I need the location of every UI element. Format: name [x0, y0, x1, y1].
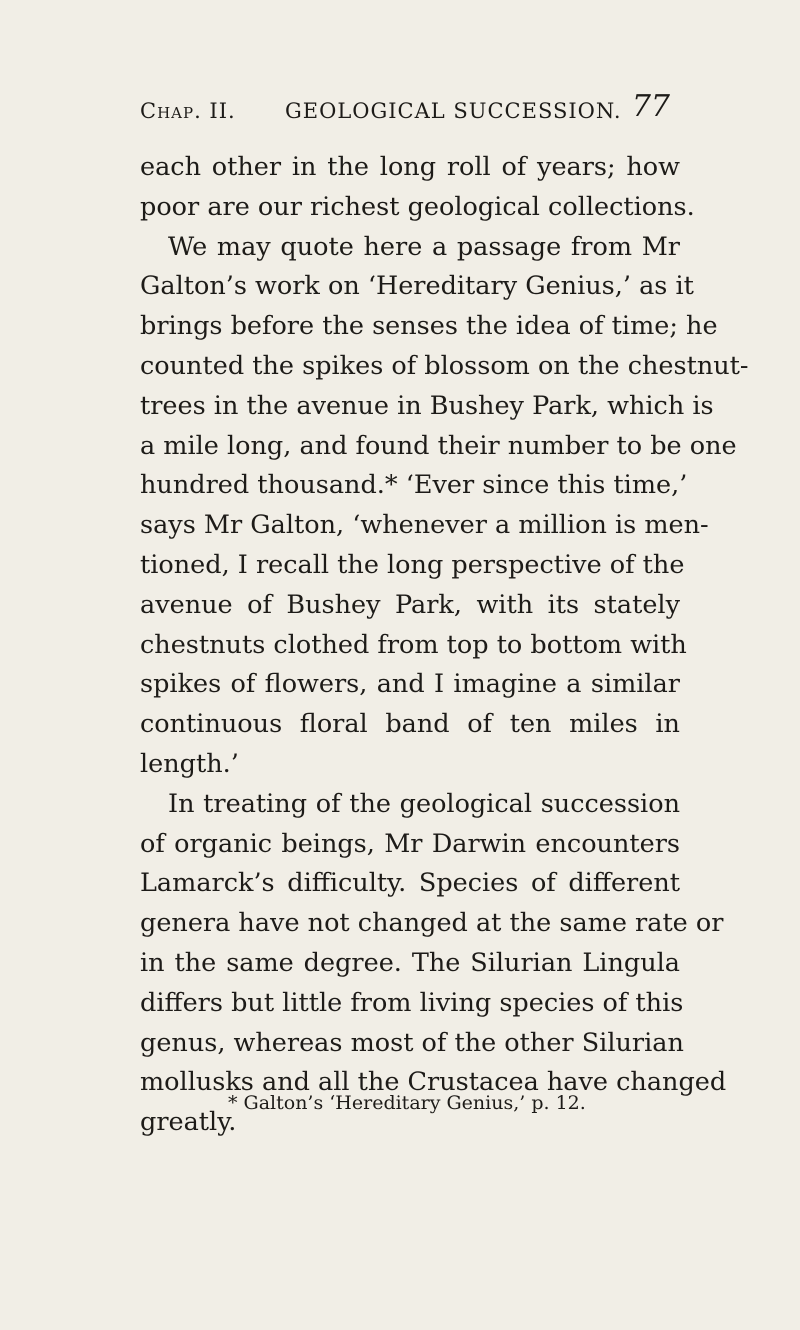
text-line: hundred thousand.* ‘Ever since this time,’ [140, 470, 688, 501]
text-line: brings before the senses the idea of time; he [140, 311, 718, 342]
text-line: In treating of the geological succession [168, 788, 680, 819]
text-line: tioned, I recall the long perspective of the [140, 549, 685, 580]
body-text [140, 148, 749, 1143]
text-line: We may quote here a passage from Mr [168, 231, 680, 262]
text-line: Lamarck’s difficulty. Species of different [140, 868, 680, 899]
text-line: poor are our richest geological collections. [140, 191, 695, 222]
page-number: 77 [631, 89, 670, 124]
text-line: genera have not changed at the same rate or [140, 908, 724, 939]
text-line: says Mr Galton, ‘whenever a million is men- [140, 510, 709, 541]
text-line: mollusks and all the Crustacea have changed [140, 1067, 727, 1098]
text-line: counted the spikes of blossom on the chestnut- [140, 350, 749, 381]
text-line: length.’ [140, 748, 239, 779]
text-line: a mile long, and found their number to be one [140, 430, 737, 461]
text-line: of organic beings, Mr Darwin encounters [140, 828, 680, 859]
text-line: each other in the long roll of years; how [140, 152, 680, 182]
text-line: in the same degree. The Silurian Lingula [140, 947, 680, 978]
running-header [140, 89, 670, 139]
text-line: spikes of flowers, and I imagine a similar [140, 669, 680, 700]
text-line: Galton’s work on ‘Hereditary Genius,’ as it [140, 271, 694, 302]
running-title: GEOLOGICAL SUCCESSION. [285, 99, 622, 123]
text-line: continuous floral band of ten miles in [140, 709, 680, 740]
text-line: trees in the avenue in Bushey Park, which is [140, 390, 714, 421]
text-line: avenue of Bushey Park, with its stately [140, 589, 680, 620]
text-line: greatly. [140, 1107, 237, 1138]
chapter-label: Chap. II. [140, 99, 236, 123]
text-line: genus, whereas most of the other Silurian [140, 1027, 684, 1058]
text-line: chestnuts clothed from top to bottom with [140, 629, 687, 660]
text-line: differs but little from living species of this [140, 987, 684, 1018]
footnote: * Galton’s ‘Hereditary Genius,’ p. 12. [228, 1092, 586, 1114]
